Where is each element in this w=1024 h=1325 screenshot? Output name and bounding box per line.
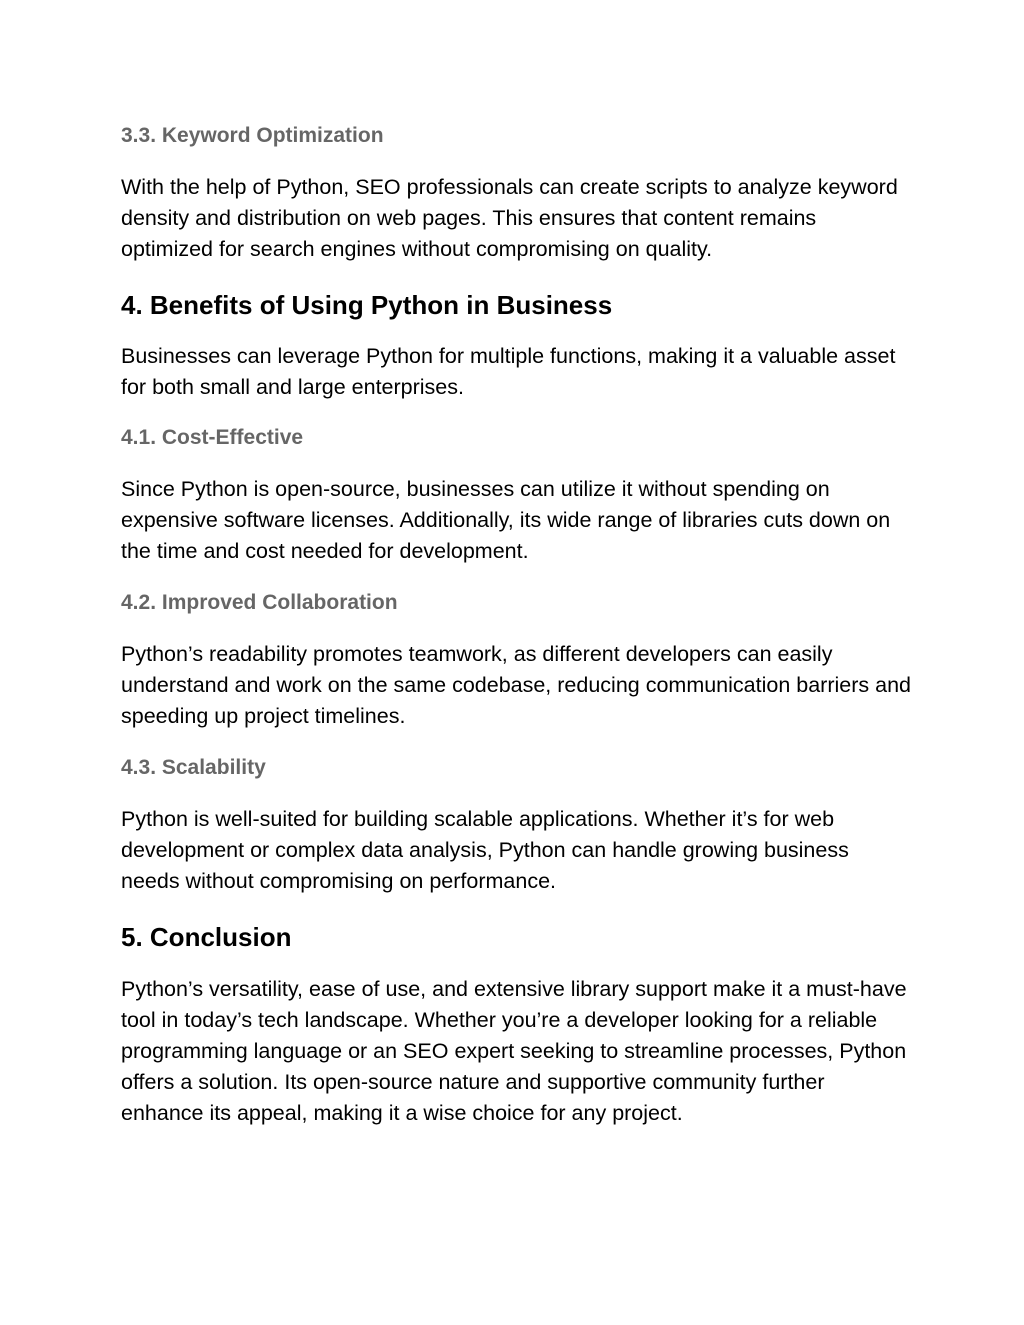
heading-conclusion: 5. Conclusion [121,922,292,952]
heading-scalability: 4.3. Scalability [121,756,266,779]
heading-cost-effective: 4.1. Cost-Effective [121,426,304,449]
paragraph-improved-collaboration: Python’s readability promotes teamwork, as different developers can easily understand and work on the same codebase, reducing communication barriers and speeding up project timelines. [121,642,911,728]
paragraph-keyword-optimization: With the help of Python, SEO professionals can create scripts to analyze keyword density and distribution on web pages. This ensures that content remains optimized for search engines without compromising on quality. [121,175,898,261]
paragraph-conclusion: Python’s versatility, ease of use, and extensive library support make it a must-have tool in today’s tech landscape. Whether you’re a developer looking for a reliable programming language or an SEO expert seeking to streamline processes, Python offers a solution. Its open-source nature and supportive community further enhance its appeal, making it a wise choice for any project. [121,977,907,1125]
paragraph-scalability: Python is well-suited for building scalable applications. Whether it’s for web development or complex data analysis, Python can handle growing business needs without compromising on performance. [121,807,849,893]
heading-benefits: 4. Benefits of Using Python in Business [121,290,613,320]
document-page [121,120,911,1129]
heading-improved-collaboration: 4.2. Improved Collaboration [121,591,398,614]
heading-keyword-optimization: 3.3. Keyword Optimization [121,124,384,147]
paragraph-benefits-intro: Businesses can leverage Python for multiple functions, making it a valuable asset for both small and large enterprises. [121,344,896,399]
paragraph-cost-effective: Since Python is open-source, businesses can utilize it without spending on expensive software licenses. Additionally, its wide range of libraries cuts down on the time and cost needed for development. [121,477,891,563]
